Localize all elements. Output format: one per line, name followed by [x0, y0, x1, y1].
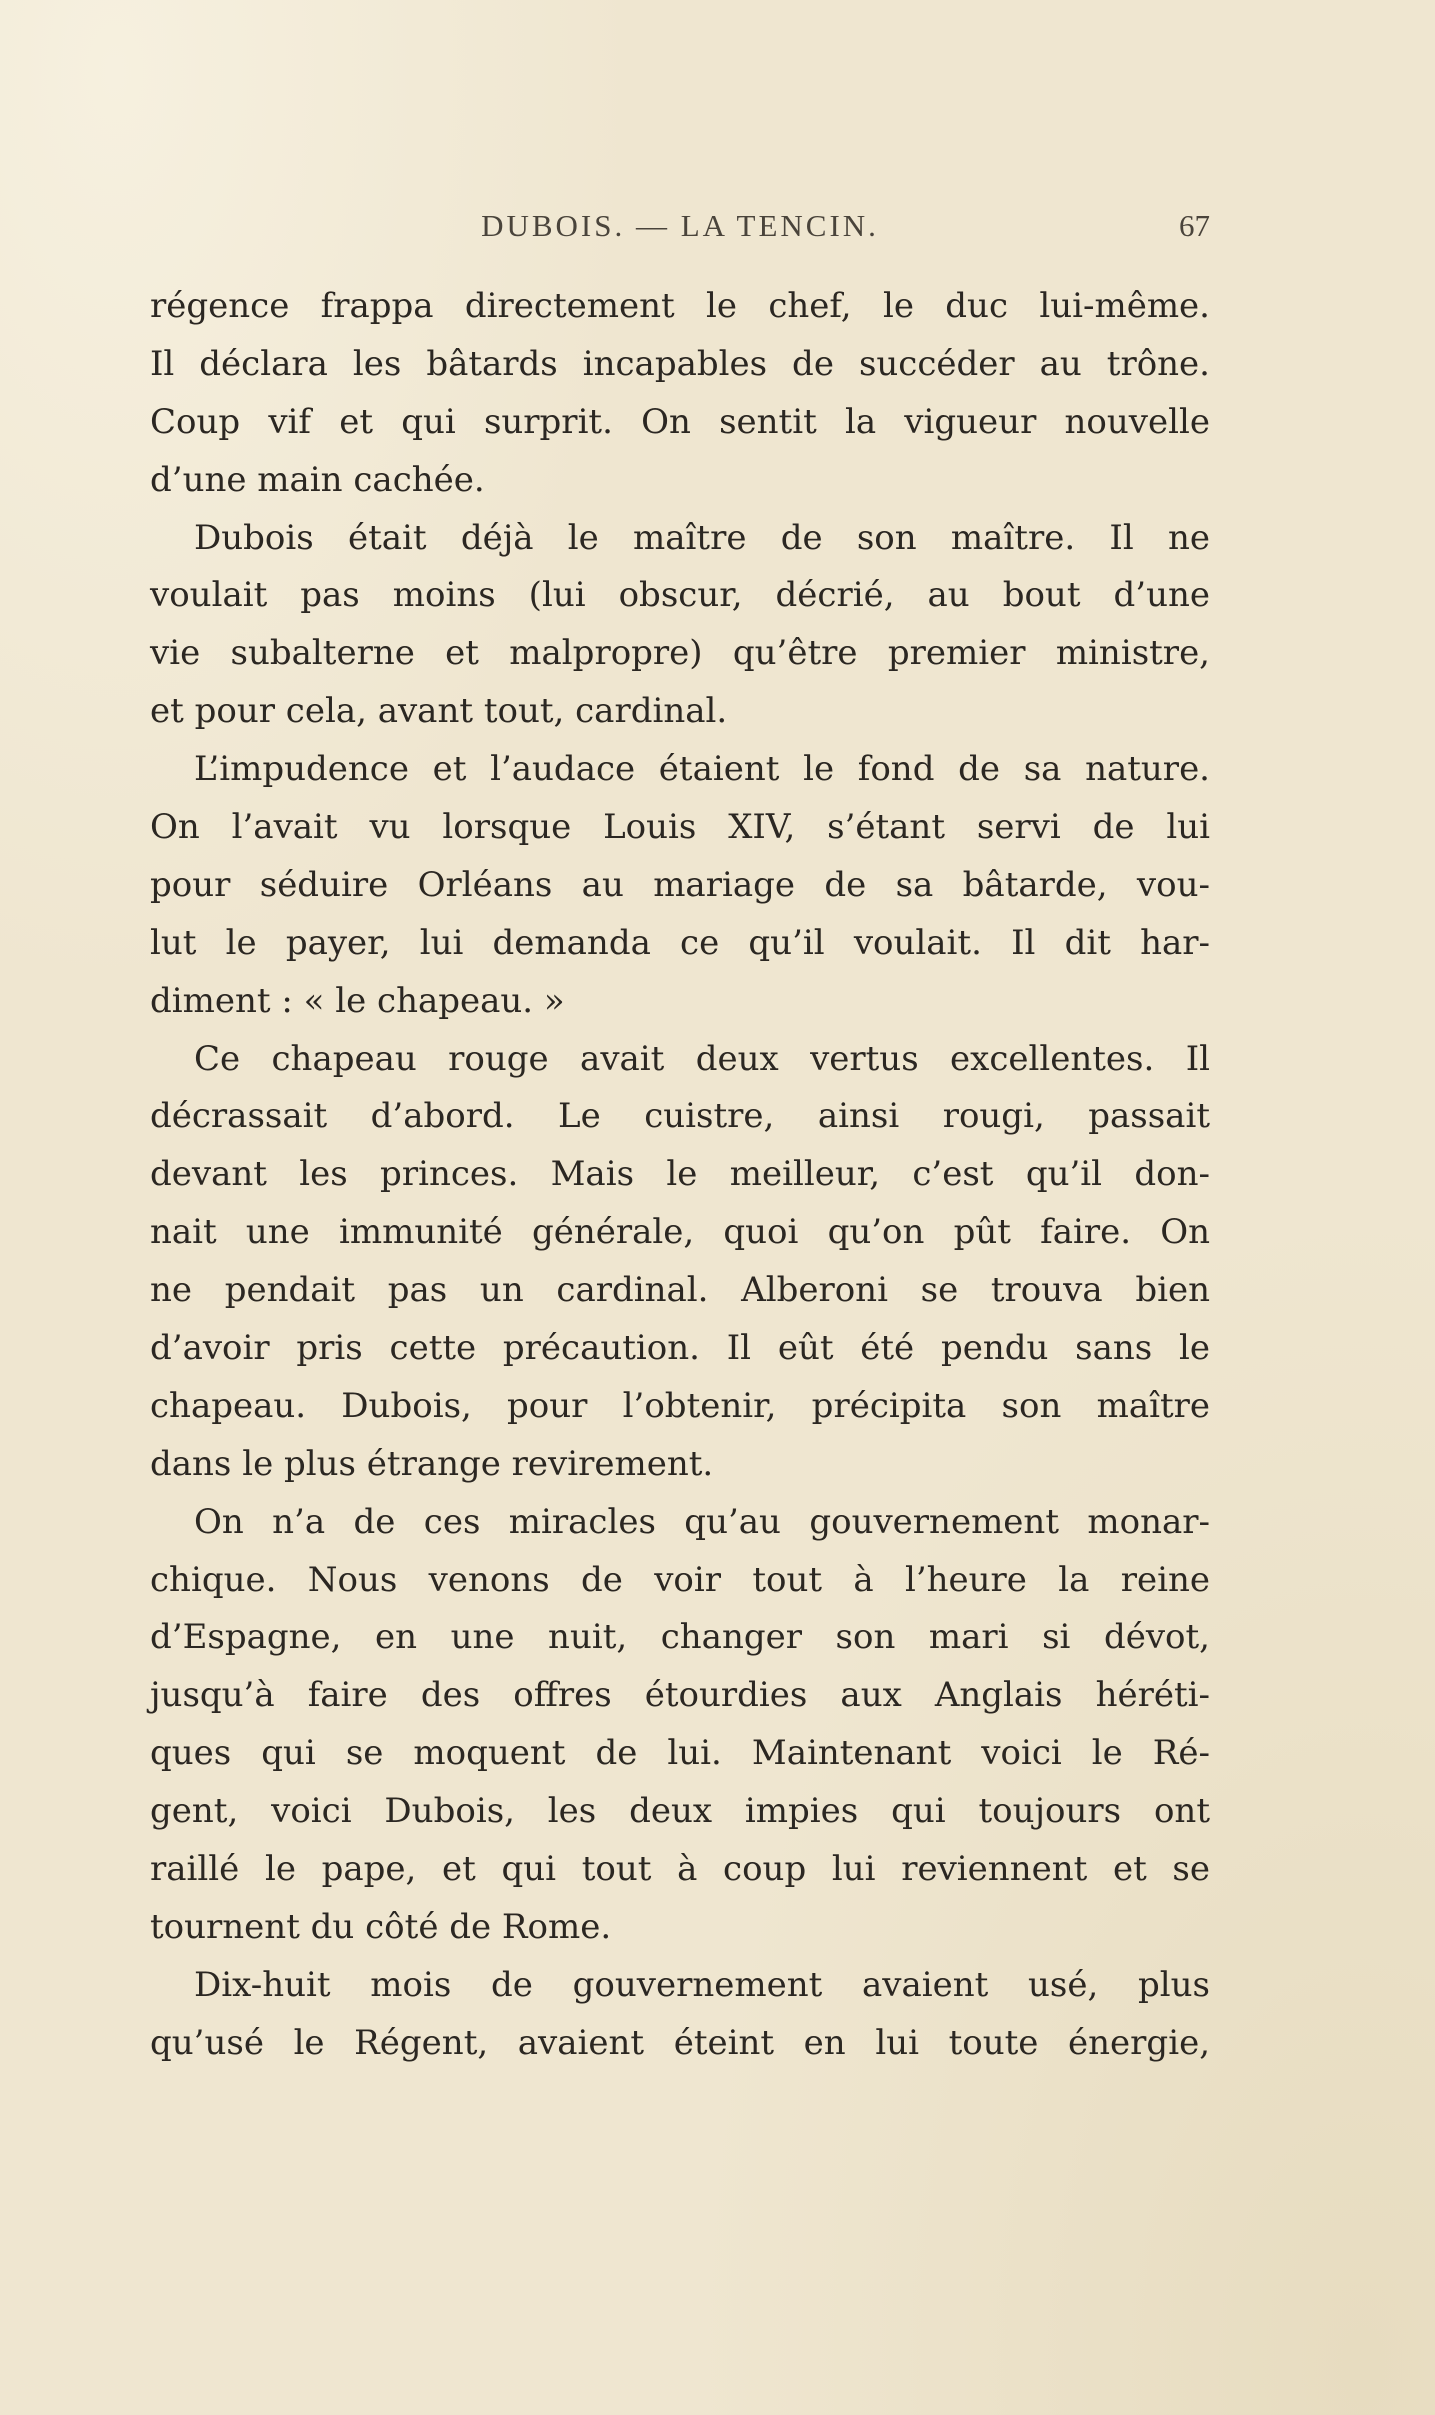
text-line: et pour cela, avant tout, cardinal.: [150, 691, 728, 732]
text-line: devant les princes. Mais le meilleur, c’est qu’il don-: [150, 1154, 1210, 1195]
text-line: d’une main cachée.: [150, 459, 485, 500]
text-line: régence frappa directement le chef, le duc lui-même.: [150, 286, 1210, 326]
text-line: qu’usé le Régent, avaient éteint en lui toute énergie,: [150, 2022, 1210, 2063]
text-line: Ce chapeau rouge avait deux vertus excellentes. Il: [194, 1038, 1210, 1079]
text-line: chique. Nous venons de voir tout à l’heure la reine: [150, 1559, 1210, 1600]
text-line: jusqu’à faire des offres étourdies aux Anglais héréti-: [150, 1675, 1210, 1716]
text-line: diment : « le chapeau. »: [150, 980, 565, 1021]
text-line: L’impudence et l’audace étaient le fond de sa nature.: [194, 749, 1210, 790]
text-line: pour séduire Orléans au mariage de sa bâtarde, vou-: [150, 864, 1210, 905]
text-line: d’Espagne, en une nuit, changer son mari si dévot,: [150, 1617, 1210, 1658]
text-line: Il déclara les bâtards incapables de succéder au trône.: [150, 343, 1210, 384]
text-line: ques qui se moquent de lui. Maintenant voici le Ré-: [150, 1733, 1210, 1774]
text-line: Dix-huit mois de gouvernement avaient usé, plus: [194, 1964, 1210, 2005]
text-line: voulait pas moins (lui obscur, décrié, au bout d’une: [150, 575, 1210, 616]
text-line: chapeau. Dubois, pour l’obtenir, précipita son maître: [150, 1385, 1210, 1426]
text-line: vie subalterne et malpropre) qu’être premier ministre,: [150, 633, 1210, 674]
text-line: dans le plus étrange revirement.: [150, 1443, 714, 1484]
text-line: On l’avait vu lorsque Louis XIV, s’étant servi de lui: [150, 807, 1210, 848]
text-line: gent, voici Dubois, les deux impies qui toujours ont: [150, 1791, 1210, 1832]
text-line: On n’a de ces miracles qu’au gouvernement monar-: [194, 1501, 1210, 1542]
text-line: ne pendait pas un cardinal. Alberoni se trouva bien: [150, 1270, 1210, 1311]
text-line: décrassait d’abord. Le cuistre, ainsi rougi, passait: [150, 1096, 1210, 1137]
body-text: [150, 278, 1210, 2073]
text-line: lut le payer, lui demanda ce qu’il voulait. Il dit har-: [150, 922, 1210, 963]
header-title: DUBOIS. — LA TENCIN.: [481, 208, 879, 243]
text-line: nait une immunité générale, quoi qu’on pût faire. On: [150, 1212, 1210, 1253]
text-line: Dubois était déjà le maître de son maître. Il ne: [194, 517, 1210, 558]
page-number: 67: [1179, 208, 1210, 243]
text-line: raillé le pape, et qui tout à coup lui reviennent et se: [150, 1849, 1210, 1890]
running-header: [150, 208, 1210, 258]
text-line: tournent du côté de Rome.: [150, 1906, 612, 1947]
text-line: d’avoir pris cette précaution. Il eût été pendu sans le: [150, 1328, 1210, 1369]
text-line: Coup vif et qui surprit. On sentit la vigueur nouvelle: [150, 401, 1210, 442]
